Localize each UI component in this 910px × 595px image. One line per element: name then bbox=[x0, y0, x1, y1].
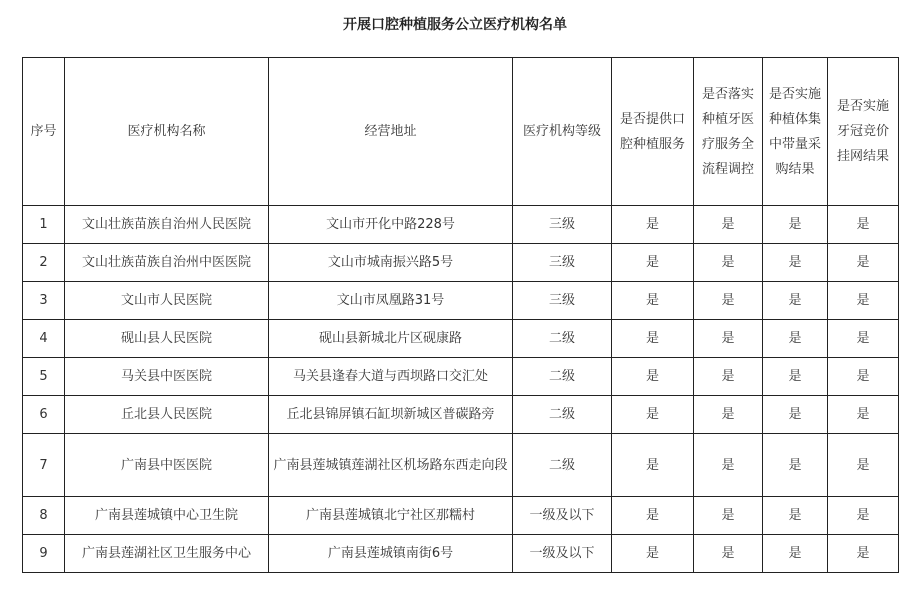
cell-process-control: 是 bbox=[694, 282, 763, 320]
cell-implant-service: 是 bbox=[612, 434, 694, 497]
cell-level: 一级及以下 bbox=[513, 497, 612, 535]
cell-crown-bidding: 是 bbox=[828, 206, 899, 244]
header-volume-procurement: 是否实施种植体集中带量采购结果 bbox=[763, 58, 828, 206]
cell-volume-procurement: 是 bbox=[763, 434, 828, 497]
table-row bbox=[23, 497, 899, 535]
cell-implant-service: 是 bbox=[612, 396, 694, 434]
cell-implant-service: 是 bbox=[612, 282, 694, 320]
cell-crown-bidding: 是 bbox=[828, 358, 899, 396]
cell-address: 广南县莲城镇南街6号 bbox=[269, 535, 513, 573]
table-row bbox=[23, 244, 899, 282]
table-row bbox=[23, 434, 899, 497]
cell-address: 丘北县锦屏镇石缸坝新城区普碳路旁 bbox=[269, 396, 513, 434]
cell-index: 6 bbox=[23, 396, 65, 434]
cell-volume-procurement: 是 bbox=[763, 497, 828, 535]
cell-address: 广南县莲城镇北宁社区那糯村 bbox=[269, 497, 513, 535]
cell-address: 文山市开化中路228号 bbox=[269, 206, 513, 244]
cell-level: 一级及以下 bbox=[513, 535, 612, 573]
cell-crown-bidding: 是 bbox=[828, 434, 899, 497]
header-process-control: 是否落实种植牙医疗服务全流程调控 bbox=[694, 58, 763, 206]
cell-crown-bidding: 是 bbox=[828, 282, 899, 320]
table-row bbox=[23, 206, 899, 244]
cell-process-control: 是 bbox=[694, 434, 763, 497]
cell-index: 3 bbox=[23, 282, 65, 320]
cell-index: 8 bbox=[23, 497, 65, 535]
cell-index: 7 bbox=[23, 434, 65, 497]
cell-level: 二级 bbox=[513, 434, 612, 497]
cell-volume-procurement: 是 bbox=[763, 282, 828, 320]
cell-volume-procurement: 是 bbox=[763, 206, 828, 244]
cell-index: 2 bbox=[23, 244, 65, 282]
cell-level: 三级 bbox=[513, 244, 612, 282]
table-row bbox=[23, 282, 899, 320]
cell-volume-procurement: 是 bbox=[763, 535, 828, 573]
cell-address: 文山市城南振兴路5号 bbox=[269, 244, 513, 282]
cell-name: 文山市人民医院 bbox=[65, 282, 269, 320]
cell-crown-bidding: 是 bbox=[828, 535, 899, 573]
cell-name: 马关县中医医院 bbox=[65, 358, 269, 396]
cell-index: 4 bbox=[23, 320, 65, 358]
cell-index: 1 bbox=[23, 206, 65, 244]
header-index: 序号 bbox=[23, 58, 65, 206]
cell-process-control: 是 bbox=[694, 497, 763, 535]
cell-process-control: 是 bbox=[694, 358, 763, 396]
cell-level: 二级 bbox=[513, 396, 612, 434]
cell-crown-bidding: 是 bbox=[828, 396, 899, 434]
header-implant-service: 是否提供口腔种植服务 bbox=[612, 58, 694, 206]
cell-implant-service: 是 bbox=[612, 535, 694, 573]
cell-name: 文山壮族苗族自治州人民医院 bbox=[65, 206, 269, 244]
table-row bbox=[23, 535, 899, 573]
cell-volume-procurement: 是 bbox=[763, 396, 828, 434]
cell-level: 二级 bbox=[513, 320, 612, 358]
table-row bbox=[23, 320, 899, 358]
cell-name: 文山壮族苗族自治州中医医院 bbox=[65, 244, 269, 282]
cell-crown-bidding: 是 bbox=[828, 497, 899, 535]
cell-index: 5 bbox=[23, 358, 65, 396]
cell-name: 丘北县人民医院 bbox=[65, 396, 269, 434]
header-name: 医疗机构名称 bbox=[65, 58, 269, 206]
cell-address: 马关县逢春大道与西坝路口交汇处 bbox=[269, 358, 513, 396]
cell-level: 三级 bbox=[513, 282, 612, 320]
cell-process-control: 是 bbox=[694, 244, 763, 282]
cell-name: 广南县莲城镇中心卫生院 bbox=[65, 497, 269, 535]
cell-volume-procurement: 是 bbox=[763, 320, 828, 358]
header-crown-bidding: 是否实施牙冠竞价挂网结果 bbox=[828, 58, 899, 206]
cell-name: 广南县中医医院 bbox=[65, 434, 269, 497]
header-level: 医疗机构等级 bbox=[513, 58, 612, 206]
cell-implant-service: 是 bbox=[612, 244, 694, 282]
cell-name: 砚山县人民医院 bbox=[65, 320, 269, 358]
table-header-row bbox=[23, 58, 899, 206]
cell-volume-procurement: 是 bbox=[763, 358, 828, 396]
cell-process-control: 是 bbox=[694, 535, 763, 573]
cell-process-control: 是 bbox=[694, 396, 763, 434]
document-title: 开展口腔种植服务公立医疗机构名单 bbox=[343, 17, 567, 33]
cell-index: 9 bbox=[23, 535, 65, 573]
header-address: 经营地址 bbox=[269, 58, 513, 206]
cell-address: 砚山县新城北片区砚康路 bbox=[269, 320, 513, 358]
cell-level: 三级 bbox=[513, 206, 612, 244]
cell-implant-service: 是 bbox=[612, 497, 694, 535]
cell-volume-procurement: 是 bbox=[763, 244, 828, 282]
cell-implant-service: 是 bbox=[612, 320, 694, 358]
cell-crown-bidding: 是 bbox=[828, 244, 899, 282]
cell-address: 广南县莲城镇莲湖社区机场路东西走向段 bbox=[269, 434, 513, 497]
table-row bbox=[23, 358, 899, 396]
cell-implant-service: 是 bbox=[612, 206, 694, 244]
cell-process-control: 是 bbox=[694, 320, 763, 358]
cell-name: 广南县莲湖社区卫生服务中心 bbox=[65, 535, 269, 573]
table-row bbox=[23, 396, 899, 434]
cell-address: 文山市凤凰路31号 bbox=[269, 282, 513, 320]
cell-level: 二级 bbox=[513, 358, 612, 396]
institution-table bbox=[22, 57, 899, 573]
cell-process-control: 是 bbox=[694, 206, 763, 244]
cell-implant-service: 是 bbox=[612, 358, 694, 396]
cell-crown-bidding: 是 bbox=[828, 320, 899, 358]
